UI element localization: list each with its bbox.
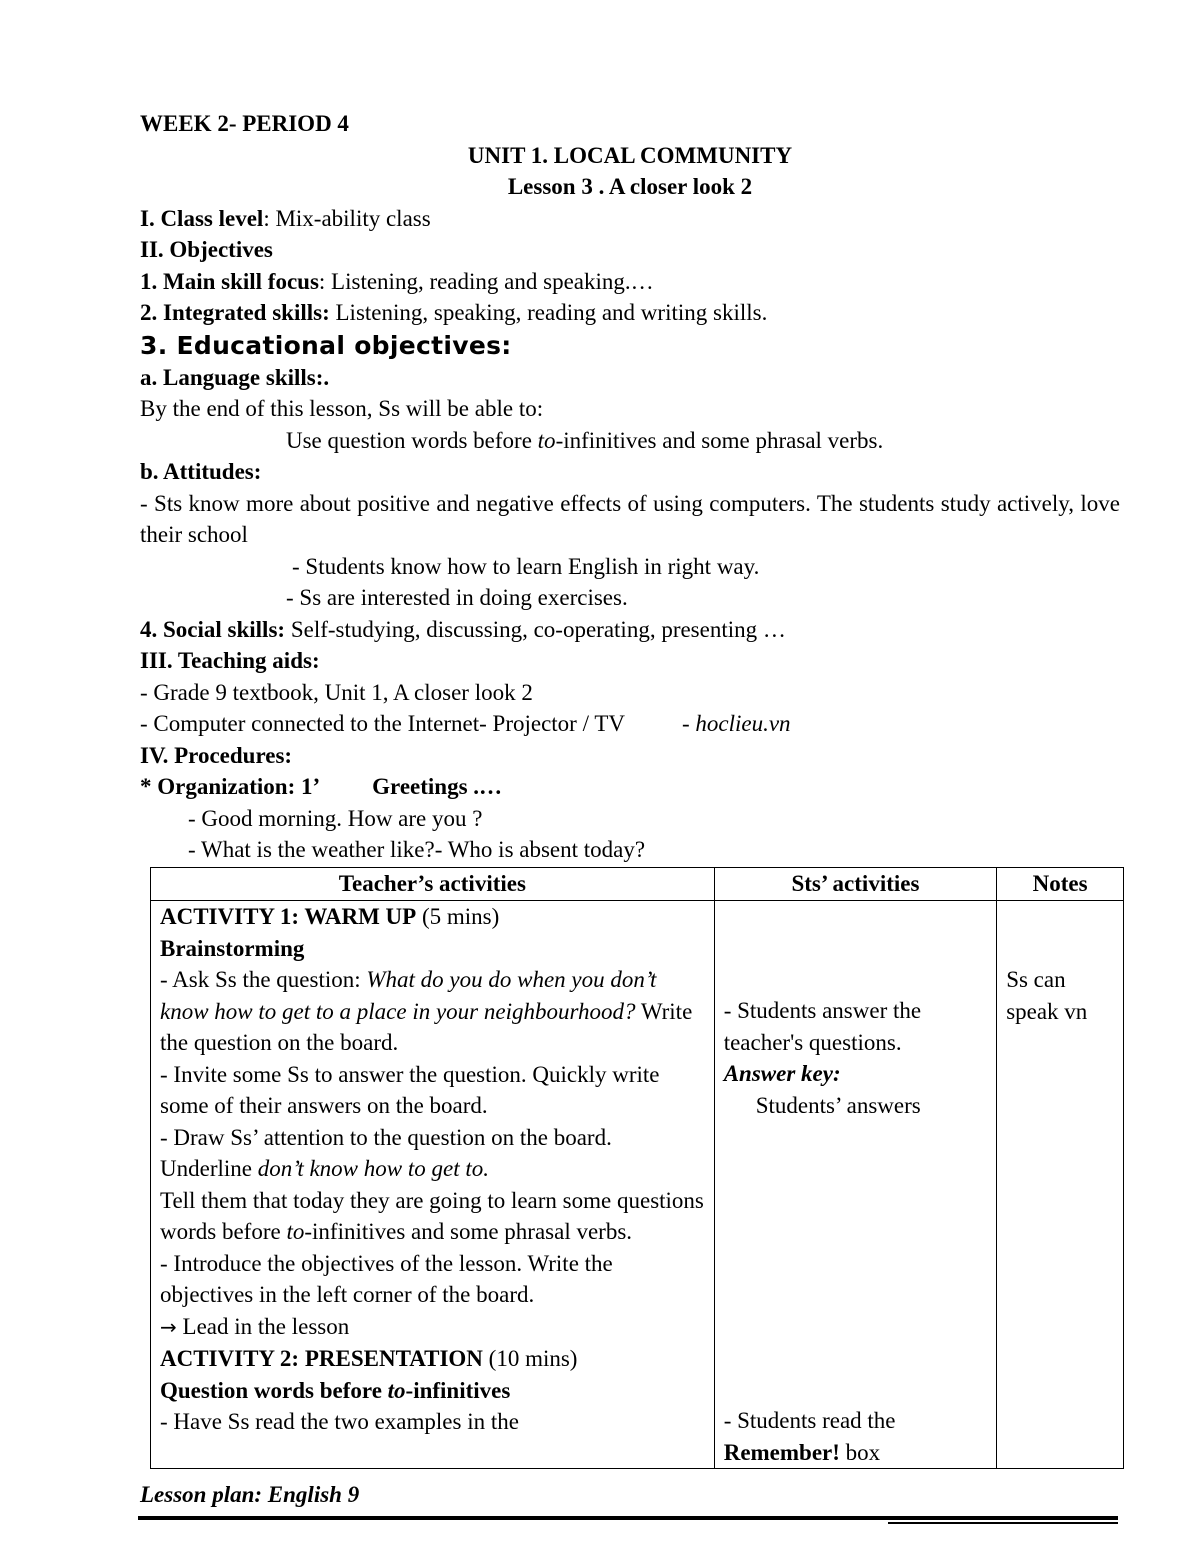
use-question-words — [140, 425, 1120, 457]
activity2-time: (10 mins) — [482, 1346, 578, 1371]
sts-answer: - Students answer the teacher's questions. — [723, 998, 922, 1055]
remember-label: Remember! — [723, 1439, 840, 1465]
organization-greet: Greetings .… — [372, 774, 503, 799]
main-skill-label: 1. Main skill focus — [140, 268, 319, 294]
lesson-title: Lesson 3 . A closer look 2 — [507, 174, 753, 199]
social-label: 4. Social skills: — [140, 616, 286, 642]
main-skill-value: : Listening, reading and speaking.… — [318, 268, 654, 294]
social-value: Self-studying, discussing, co-operating, presenting … — [285, 616, 786, 642]
underline-prefix: Underline — [160, 1156, 258, 1181]
qw-after: -infinitives — [405, 1377, 511, 1403]
arrow-right-icon: → — [160, 1314, 177, 1339]
lead-in-text: Lead in the lesson — [176, 1313, 350, 1339]
lead-in — [160, 1311, 705, 1344]
class-level — [140, 203, 1120, 235]
brainstorming: Brainstorming — [160, 935, 305, 961]
class-level-value: : Mix-ability class — [263, 205, 431, 231]
language-skills: a. Language skills:. — [140, 364, 330, 390]
integrated-skills — [140, 297, 1120, 329]
teacher-activities-cell — [151, 901, 715, 1469]
attitudes-2: - Students know how to learn English in right way. — [292, 553, 760, 579]
students-answers: Students’ answers — [755, 1092, 921, 1118]
box-text: box — [839, 1439, 881, 1465]
organization — [140, 771, 1120, 803]
integrated-label: 2. Integrated skills: — [140, 300, 330, 325]
draw-attention: - Draw Ss’ attention to the question on the board. — [160, 1124, 612, 1150]
tell-italic: to — [286, 1219, 305, 1244]
week-period: WEEK 2- PERIOD 4 — [140, 111, 349, 136]
objectives-heading: II. Objectives — [140, 237, 273, 262]
lesson-plan-page — [140, 108, 1120, 866]
educational-heading: 3. Educational objectives: — [140, 330, 512, 360]
by-end-text: By the end of this lesson, Ss will be able to: — [140, 396, 544, 421]
invite: - Invite some Ss to answer the question. Quickly write some of their answers on the board. — [160, 1061, 660, 1118]
hoclieu-link[interactable]: hoclieu.vn — [695, 711, 791, 736]
aids-2-text: - Computer connected to the Internet- Projector / TV — [140, 711, 625, 736]
activity2-title — [160, 1343, 705, 1375]
students-activities-cell — [714, 901, 996, 1469]
activities-table — [150, 867, 1124, 1469]
greet-2: - What is the weather like?- Who is absent today? — [188, 837, 646, 862]
unit-title: UNIT 1. LOCAL COMMUNITY — [467, 142, 793, 168]
have-ss: - Have Ss read the two examples in the — [160, 1409, 519, 1434]
use-q-italic: to — [537, 427, 556, 453]
use-q-before: Use question words before — [286, 427, 538, 453]
tell-2: -infinitives and some phrasal verbs. — [304, 1219, 633, 1244]
main-skill — [140, 266, 1120, 298]
activity1-label: ACTIVITY 1: WARM UP — [160, 904, 417, 929]
tell-them — [160, 1185, 705, 1248]
footer-title: Lesson plan: English 9 — [140, 1482, 360, 1507]
class-level-label: I. Class level — [140, 205, 264, 231]
activity1-time: (5 mins) — [416, 904, 500, 929]
social-skills — [140, 614, 1120, 646]
procedures-heading: IV. Procedures: — [140, 742, 293, 768]
introduce: - Introduce the objectives of the lesson. Write the objectives in the left corner of the board. — [160, 1250, 613, 1307]
ask-prefix: - Ask Ss the question: — [160, 967, 367, 992]
attitudes-heading: b. Attitudes: — [140, 459, 262, 484]
integrated-value: Listening, speaking, reading and writing skills. — [329, 300, 768, 325]
header-students: Sts’ activities — [714, 868, 996, 901]
remember-box — [724, 1437, 987, 1469]
aids-1: - Grade 9 textbook, Unit 1, A closer look 2 — [140, 679, 533, 705]
tell-1: Tell them that today they are going to learn some questions words before — [160, 1187, 704, 1244]
greet-1: - Good morning. How are you ? — [188, 805, 483, 831]
underline-italic: don’t know how to get to. — [257, 1156, 489, 1181]
qw-before: Question words before — [160, 1377, 388, 1403]
aids-heading: III. Teaching aids: — [140, 648, 320, 673]
notes-text: Ss can speak vn — [1006, 967, 1088, 1024]
footer-rule-thin — [888, 1522, 1118, 1524]
footer-rule — [138, 1516, 1118, 1520]
answer-key: Answer key: — [723, 1061, 841, 1086]
aids-2 — [140, 708, 1120, 740]
activity1-title — [160, 901, 705, 933]
ask-question — [160, 964, 705, 1059]
table-header-row — [151, 868, 1124, 901]
underline — [160, 1153, 705, 1185]
ask-question-text: What do you do when you don’t know how to get to a place in your neighbourhood? — [160, 967, 657, 1024]
header-teacher: Teacher’s activities — [151, 868, 715, 901]
sts-read: - Students read the — [723, 1408, 896, 1433]
aids-2-dash: - — [681, 711, 696, 736]
notes-cell — [997, 901, 1124, 1469]
organization-label: * Organization: 1’ — [140, 774, 321, 799]
header-notes: Notes — [997, 868, 1124, 901]
question-words — [160, 1375, 705, 1407]
qw-italic: to — [387, 1377, 406, 1403]
ask-suffix: Write the question on the board. — [160, 998, 693, 1055]
attitudes-3: - Ss are interested in doing exercises. — [286, 585, 628, 610]
activity2-label: ACTIVITY 2: PRESENTATION — [160, 1346, 483, 1371]
table-row — [151, 901, 1124, 1469]
use-q-after: -infinitives and some phrasal verbs. — [555, 427, 884, 453]
attitudes-1: - Sts know more about positive and negative effects of using computers. The students study actively, love their school — [140, 490, 1120, 547]
